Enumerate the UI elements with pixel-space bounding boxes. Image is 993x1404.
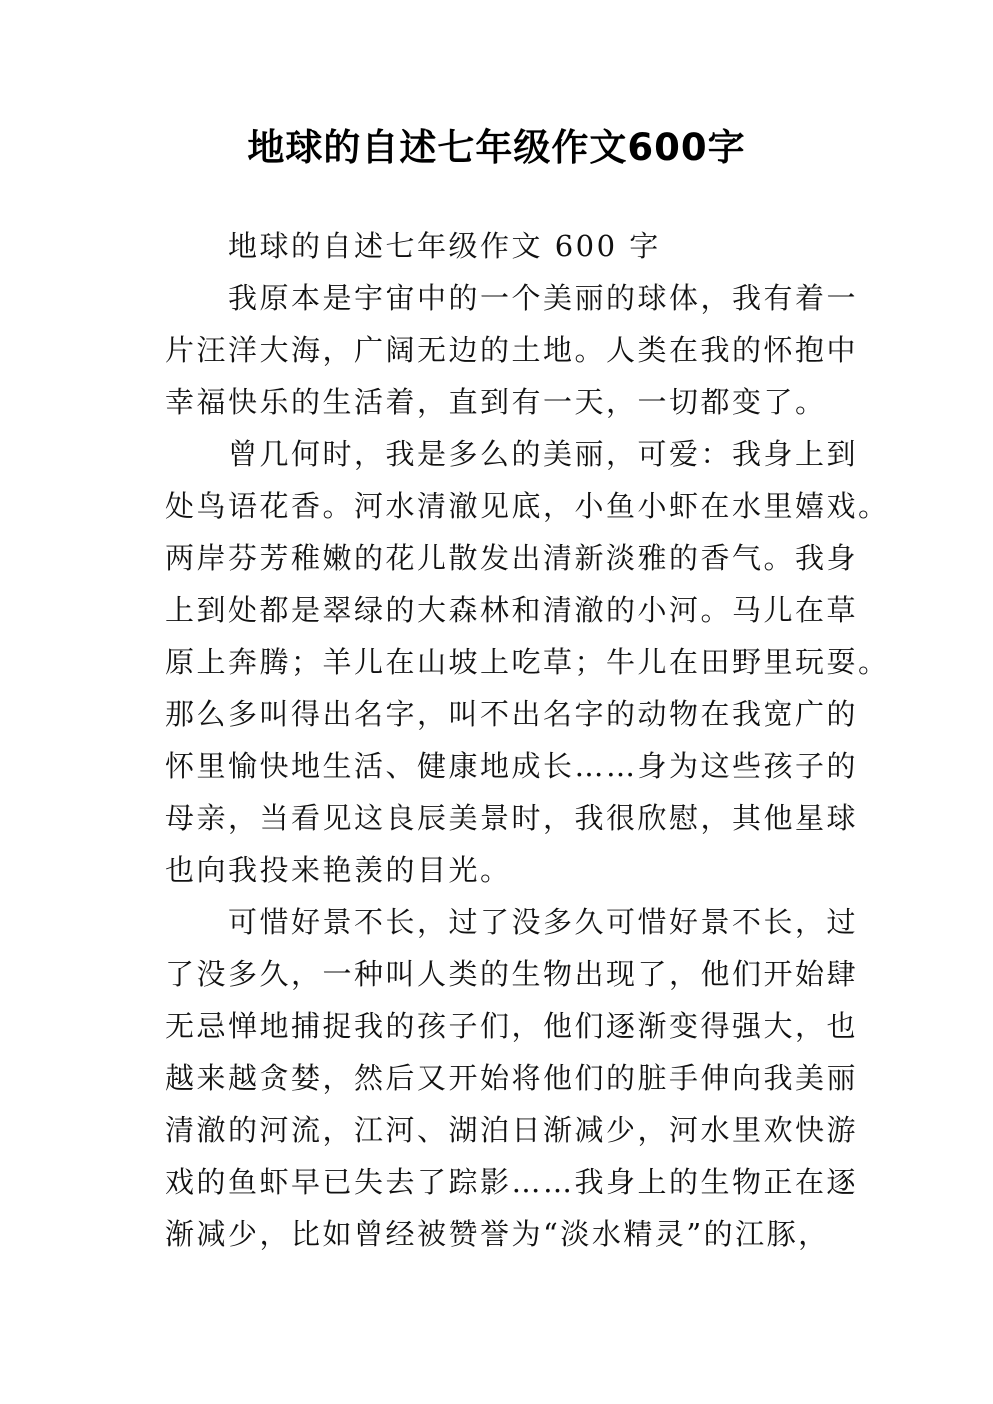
paragraph-line: 怀里愉快地生活、健康地成长……身为这些孩子的 — [165, 749, 859, 783]
paragraph-line: 越来越贪婪，然后又开始将他们的脏手伸向我美丽 — [165, 1061, 859, 1095]
paragraph-line: 两岸芬芳稚嫩的花儿散发出清新淡雅的香气。我身 — [165, 541, 859, 575]
paragraph-line: 上到处都是翠绿的大森林和清澈的小河。马儿在草 — [165, 593, 859, 627]
paragraph-line: 清澈的河流，江河、湖泊日渐减少，河水里欢快游 — [165, 1113, 859, 1147]
paragraph-line: 曾几何时，我是多么的美丽，可爱：我身上到 — [228, 437, 859, 471]
document-title: 地球的自述七年级作文600字 — [247, 126, 746, 169]
paragraph-line: 我原本是宇宙中的一个美丽的球体，我有着一 — [228, 281, 859, 315]
paragraph-line: 幸福快乐的生活着，直到有一天，一切都变了。 — [165, 385, 827, 419]
paragraph-line: 母亲，当看见这良辰美景时，我很欣慰，其他星球 — [165, 801, 859, 835]
paragraph-line: 那么多叫得出名字，叫不出名字的动物在我宽广的 — [165, 697, 859, 731]
paragraph-line: 无忌惮地捕捉我的孩子们，他们逐渐变得强大，也 — [165, 1009, 859, 1043]
paragraph-line: 了没多久，一种叫人类的生物出现了，他们开始肆 — [165, 957, 859, 991]
subtitle-line: 地球的自述七年级作文 600 字 — [228, 229, 661, 263]
paragraph-line: 渐减少，比如曾经被赞誉为“淡水精灵”的江豚， — [165, 1217, 830, 1251]
document-body — [165, 220, 890, 1260]
paragraph-line: 片汪洋大海，广阔无边的土地。人类在我的怀抱中 — [165, 333, 859, 367]
paragraph-line: 原上奔腾；羊儿在山坡上吃草；牛儿在田野里玩耍。 — [165, 645, 890, 679]
paragraph-line: 也向我投来艳羡的目光。 — [165, 853, 512, 887]
paragraph-line: 处鸟语花香。河水清澈见底，小鱼小虾在水里嬉戏。 — [165, 489, 890, 523]
paragraph-line: 戏的鱼虾早已失去了踪影……我身上的生物正在逐 — [165, 1165, 859, 1199]
paragraph-line: 可惜好景不长，过了没多久可惜好景不长，过 — [228, 905, 859, 939]
